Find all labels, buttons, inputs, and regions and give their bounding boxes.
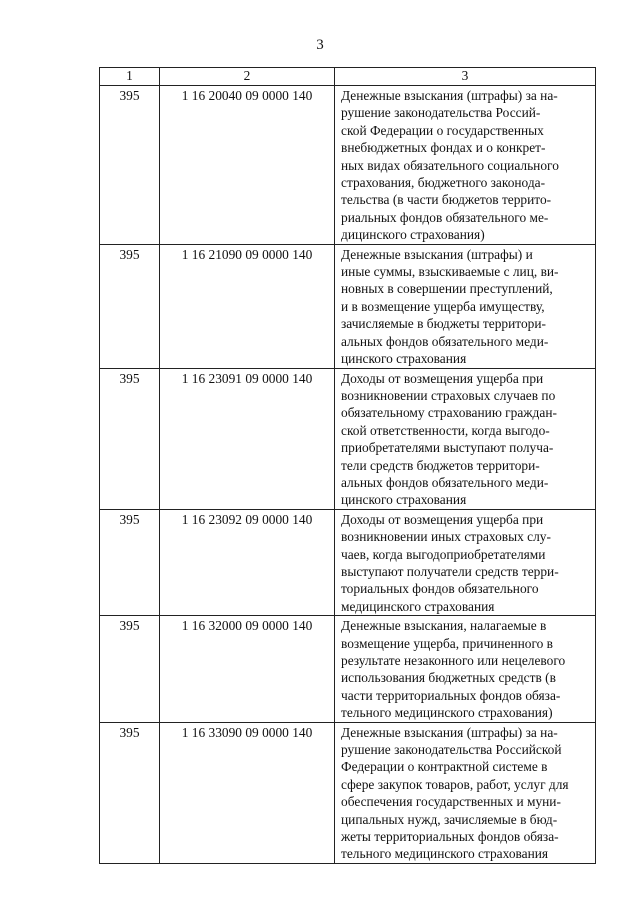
budget-classification-code-cell: 1 16 20040 09 0000 140 — [160, 86, 335, 245]
description-line: Федерации о контрактной системе в — [341, 759, 548, 775]
description-line: цинского страхования — [341, 351, 467, 367]
column-header-3: 3 — [335, 68, 596, 86]
description-line: ской ответственности, когда выгодо- — [341, 422, 550, 438]
description-line: тельного медицинского страхования) — [341, 705, 553, 721]
table-row — [100, 244, 596, 368]
description-line: использования бюджетных средств (в — [341, 670, 556, 686]
revenue-classification-table — [99, 67, 596, 864]
budget-classification-code-cell: 1 16 23092 09 0000 140 — [160, 509, 335, 615]
admin-code-cell: 395 — [100, 86, 160, 245]
description-line: рушение законодательства Российской — [341, 742, 562, 758]
description-line: новных в совершении преступлений, — [341, 281, 553, 297]
description-line: ской Федерации о государственных — [341, 122, 544, 138]
description-line: тельного медицинского страхования — [341, 846, 549, 862]
description-line: рушение законодательства Россий- — [341, 105, 541, 121]
description-line: риальных фондов обязательного ме- — [341, 209, 549, 225]
description-line: ных видах обязательного социального — [341, 157, 559, 173]
budget-classification-code-cell: 1 16 21090 09 0000 140 — [160, 244, 335, 368]
budget-classification-code-cell: 1 16 32000 09 0000 140 — [160, 616, 335, 722]
revenue-description-cell — [335, 86, 596, 245]
table-body — [100, 68, 596, 864]
revenue-description-cell — [335, 244, 596, 368]
revenue-description-cell — [335, 509, 596, 615]
description-line: Денежные взыскания (штрафы) и — [341, 246, 533, 262]
admin-code-cell: 395 — [100, 722, 160, 863]
column-header-1: 1 — [100, 68, 160, 86]
table-row — [100, 616, 596, 722]
description-line: Денежные взыскания (штрафы) за на- — [341, 724, 558, 740]
description-line: зачисляемые в бюджеты территори- — [341, 316, 546, 332]
description-line: сфере закупок товаров, работ, услуг для — [341, 776, 569, 792]
description-line: Денежные взыскания, налагаемые в — [341, 618, 547, 634]
table-row — [100, 722, 596, 863]
description-line: приобретателями выступают получа- — [341, 440, 554, 456]
description-line: части территориальных фондов обяза- — [341, 687, 561, 703]
admin-code-cell: 395 — [100, 368, 160, 509]
description-line: и в возмещение ущерба имуществу, — [341, 298, 545, 314]
description-line: дицинского страхования) — [341, 227, 485, 243]
description-line: результате незаконного или нецелевого — [341, 653, 566, 668]
description-line: возникновении иных страховых слу- — [341, 529, 551, 545]
description-line: жеты территориальных фондов обяза- — [341, 829, 559, 845]
revenue-description-cell — [335, 616, 596, 722]
revenue-description-cell — [335, 722, 596, 863]
table-row — [100, 368, 596, 509]
description-line: Денежные взыскания (штрафы) за на- — [341, 88, 558, 103]
admin-code-cell: 395 — [100, 244, 160, 368]
description-line: страхования, бюджетного законода- — [341, 175, 546, 191]
description-line: иные суммы, взыскиваемые с лиц, ви- — [341, 264, 559, 280]
description-line: ципальных нужд, зачисляемые в бюд- — [341, 811, 558, 827]
table-row — [100, 86, 596, 245]
admin-code-cell: 395 — [100, 509, 160, 615]
table-header-row — [100, 68, 596, 86]
budget-classification-code-cell: 1 16 23091 09 0000 140 — [160, 368, 335, 509]
description-line: медицинского страхования — [341, 598, 495, 614]
description-line: внебюджетных фондах и о конкрет- — [341, 140, 546, 156]
page-number: 3 — [316, 37, 324, 53]
table-row — [100, 509, 596, 615]
description-line: возникновении страховых случаев по — [341, 387, 556, 403]
description-line: выступают получатели средств терри- — [341, 563, 559, 579]
description-line: тели средств бюджетов территори- — [341, 457, 540, 473]
admin-code-cell: 395 — [100, 616, 160, 722]
description-line: тельства (в части бюджетов террито- — [341, 192, 552, 208]
column-header-2: 2 — [160, 68, 335, 86]
description-line: цинского страхования — [341, 492, 467, 508]
description-line: альных фондов обязательного меди- — [341, 474, 549, 490]
revenue-description-cell — [335, 368, 596, 509]
description-line: обеспечения государственных и муни- — [341, 794, 561, 810]
description-line: Доходы от возмещения ущерба при — [341, 370, 544, 386]
description-line: альных фондов обязательного меди- — [341, 333, 549, 349]
description-line: возмещение ущерба, причиненного в — [341, 635, 554, 651]
description-line: Доходы от возмещения ущерба при — [341, 511, 544, 527]
description-line: чаев, когда выгодоприобретателями — [341, 546, 546, 562]
budget-classification-code-cell: 1 16 33090 09 0000 140 — [160, 722, 335, 863]
description-line: ториальных фондов обязательного — [341, 581, 539, 597]
description-line: обязательному страхованию граждан- — [341, 405, 557, 421]
